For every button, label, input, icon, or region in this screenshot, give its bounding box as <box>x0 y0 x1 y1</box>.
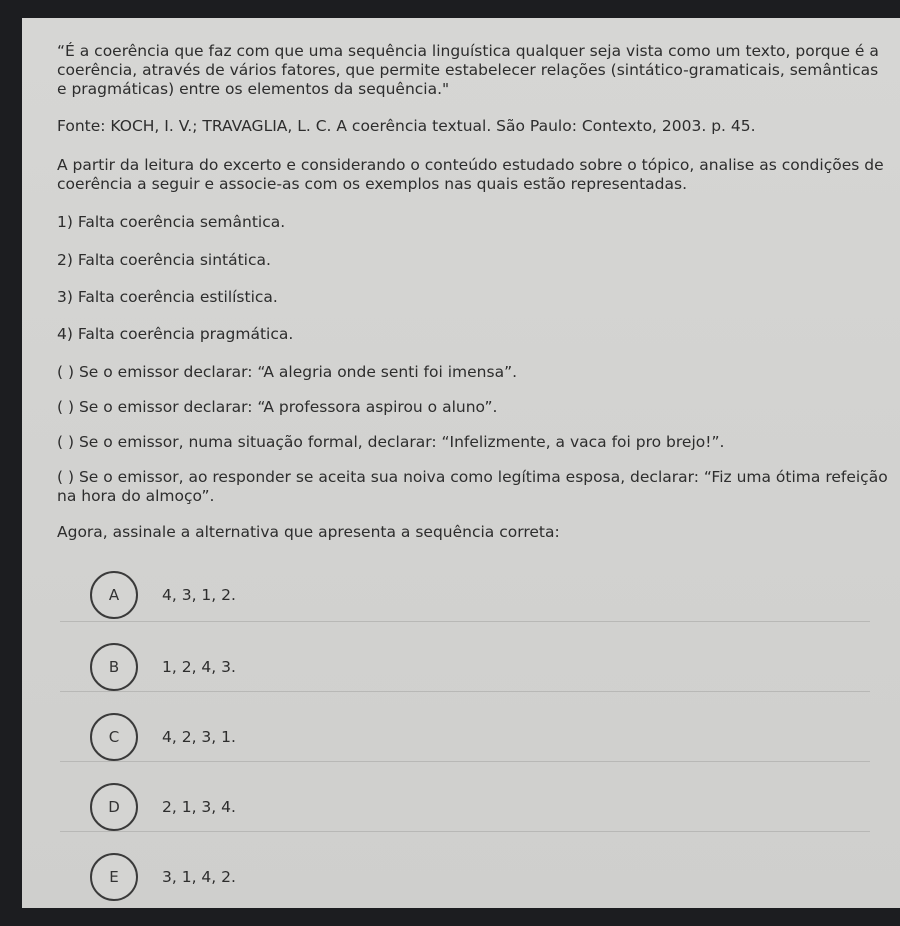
instruction-text: A partir da leitura do excerto e considerando o conteúdo estudado sobre o tópico, analise as condições de coerência a seguir e associe-as com os exemplos nas quais estão representadas. <box>57 156 884 193</box>
option-e-text[interactable]: 3, 1, 4, 2. <box>162 868 236 886</box>
option-b-text[interactable]: 1, 2, 4, 3. <box>162 658 236 676</box>
example-2: ( ) Se o emissor declarar: “A professora aspirou o aluno”. <box>57 398 498 416</box>
option-c-text[interactable]: 4, 2, 3, 1. <box>162 728 236 746</box>
option-a[interactable] <box>82 563 862 629</box>
quote-text: “É a coerência que faz com que uma sequência linguística qualquer seja vista como um texto, porque é a coerência, através de vários fatores, que permite estabelecer relações (sintático-gramaticais, semânticas e pragmáticas) entre os elementos da sequência." <box>57 42 879 98</box>
option-b-radio[interactable]: B <box>90 643 138 691</box>
option-e[interactable] <box>82 845 862 908</box>
example-1: ( ) Se o emissor declarar: “A alegria onde senti foi imensa”. <box>57 363 518 381</box>
option-divider <box>60 621 870 622</box>
source-citation: Fonte: KOCH, I. V.; TRAVAGLIA, L. C. A coerência textual. São Paulo: Contexto, 2003. p. 45. <box>57 117 756 135</box>
option-a-radio[interactable]: A <box>90 571 138 619</box>
option-a-text[interactable]: 4, 3, 1, 2. <box>162 586 236 604</box>
option-divider <box>60 761 870 762</box>
example-3: ( ) Se o emissor, numa situação formal, declarar: “Infelizmente, a vaca foi pro brejo!”. <box>57 433 725 451</box>
answer-prompt: Agora, assinale a alternativa que apresenta a sequência correta: <box>57 523 560 541</box>
option-c-radio[interactable]: C <box>90 713 138 761</box>
option-divider <box>60 691 870 692</box>
condition-item-1: 1) Falta coerência semântica. <box>57 213 286 231</box>
option-e-radio[interactable]: E <box>90 853 138 901</box>
option-divider <box>60 831 870 832</box>
condition-item-4: 4) Falta coerência pragmática. <box>57 325 294 343</box>
example-4: ( ) Se o emissor, ao responder se aceita sua noiva como legítima esposa, declarar: “Fiz uma ótima refeição na hora do almoço”. <box>57 468 888 505</box>
condition-item-2: 2) Falta coerência sintática. <box>57 251 271 269</box>
question-panel <box>22 18 900 908</box>
option-d-radio[interactable]: D <box>90 783 138 831</box>
option-d-text[interactable]: 2, 1, 3, 4. <box>162 798 236 816</box>
condition-item-3: 3) Falta coerência estilística. <box>57 288 278 306</box>
